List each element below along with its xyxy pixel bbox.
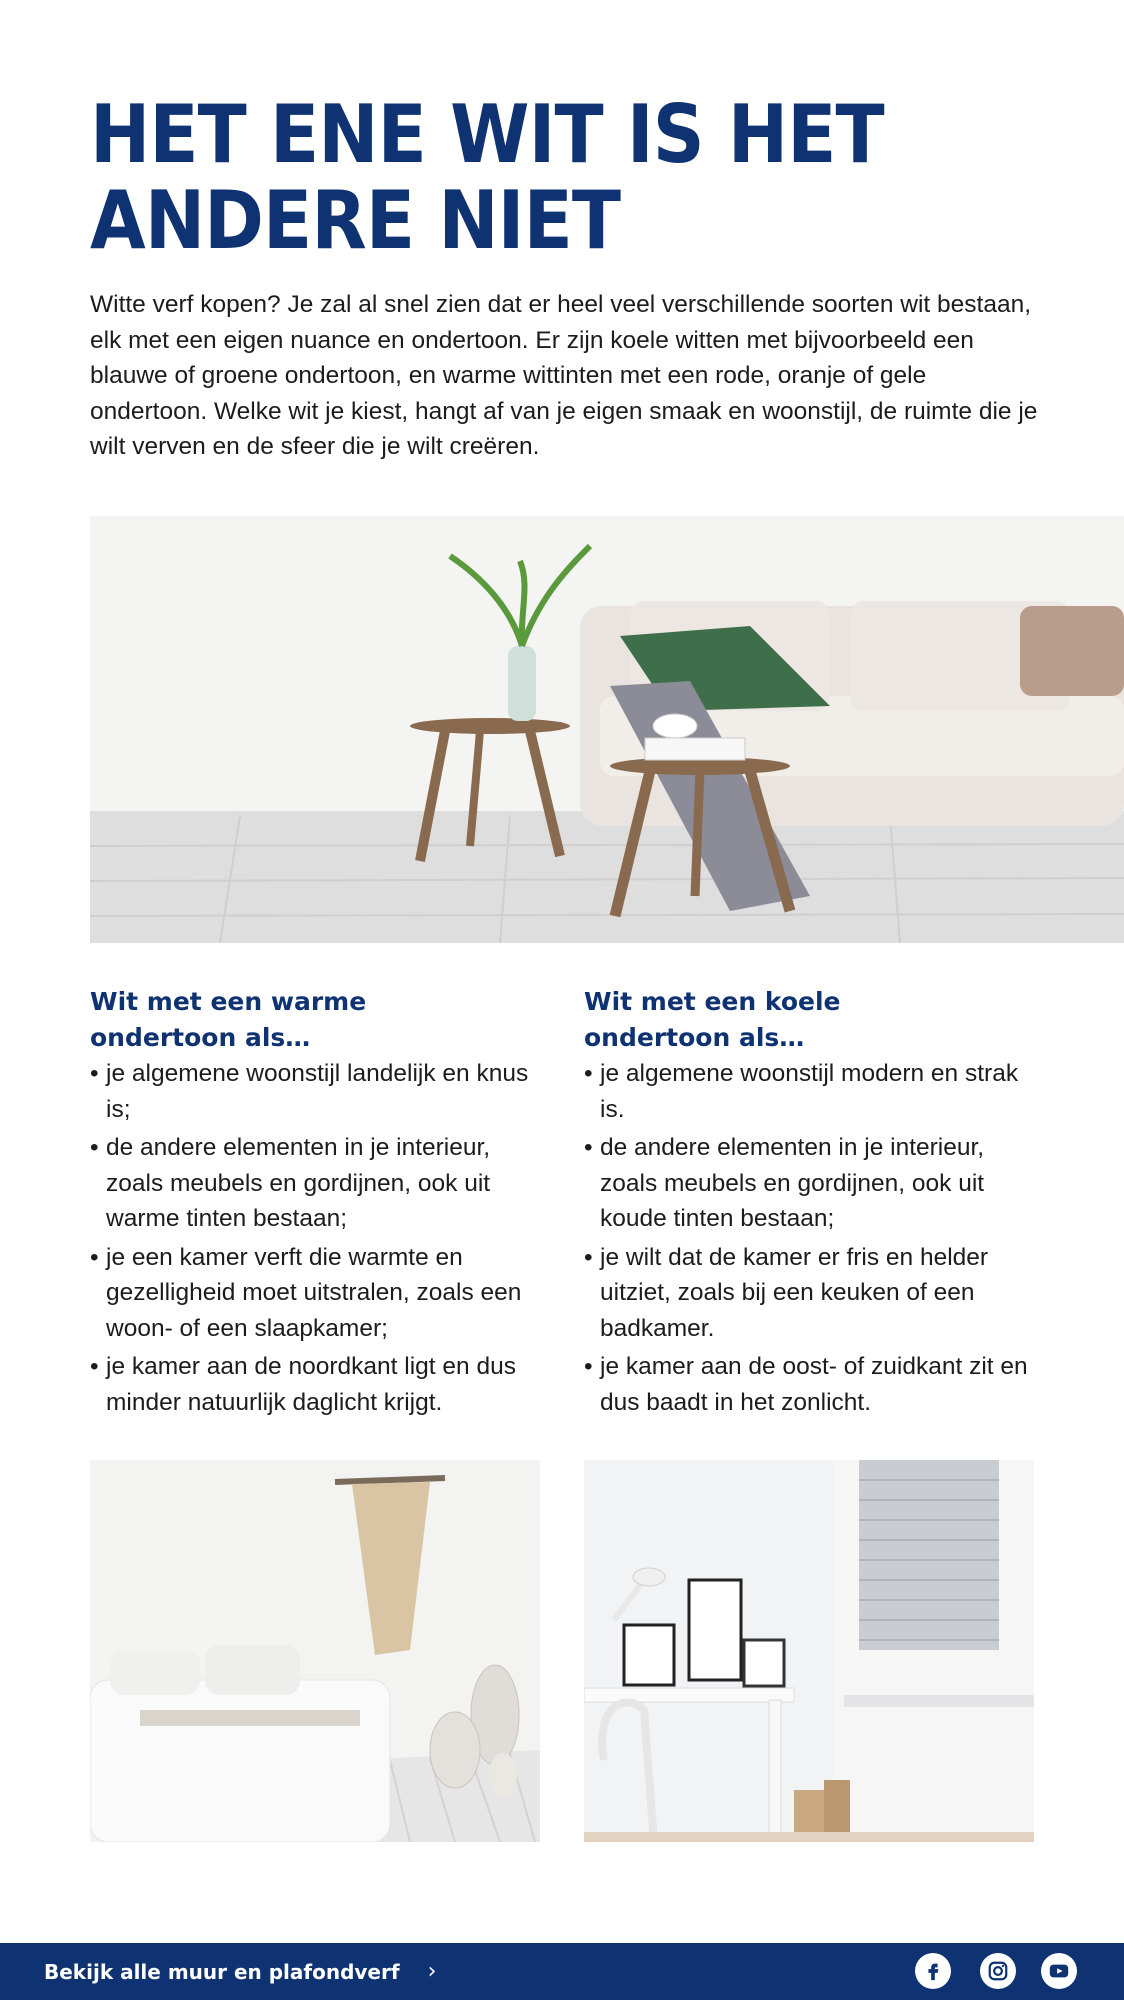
- list-item: • de andere elementen in je interieur, zoals meubels en gordijnen, ook uit koude tinten bestaan;: [584, 1130, 1044, 1237]
- view-all-paint-link[interactable]: [44, 1959, 436, 1985]
- page-title: [90, 88, 900, 267]
- list-item: • je kamer aan de oost- of zuidkant zit en dus baadt in het zonlicht.: [584, 1349, 1044, 1420]
- list-item: • je kamer aan de noordkant ligt en dus minder natuurlijk daglicht krijgt.: [90, 1349, 550, 1420]
- facebook-icon[interactable]: [915, 1953, 951, 1989]
- list-item: • je algemene woonstijl modern en strak is.: [584, 1056, 1044, 1127]
- intro-paragraph: Witte verf kopen? Je zal al snel zien dat er heel veel verschillende soorten wit bestaan, elk met een eigen nuance en ondertoon. Er zijn koele witten met bijvoorbeeld een blauwe of groene ondertoon, en warme wittinten met een rode, oranje of gele ondertoon. Welke wit je kiest, hangt af van je eigen smaak en woonstijl, de ruimte die je wilt verven en de sfeer die je wilt creëren.: [90, 291, 1038, 460]
- cool-undertone-section: [584, 984, 1044, 1423]
- view-all-paint-label: Bekijk alle muur en plafondverf: [44, 1960, 400, 1984]
- chevron-right-icon: ›: [427, 1959, 437, 1984]
- youtube-icon[interactable]: [1041, 1953, 1077, 1989]
- title-line-2: ANDERE NIET: [90, 174, 621, 267]
- footer-bar: [0, 1943, 1124, 2000]
- list-item: • je wilt dat de kamer er fris en helder uitziet, zoals bij een keuken of een badkamer.: [584, 1240, 1044, 1347]
- title-line-1: HET ENE WIT IS HET: [90, 88, 884, 181]
- warm-undertone-section: [90, 984, 550, 1423]
- list-item: • je een kamer verft die warmte en gezelligheid moet uitstralen, zoals een woon- of een slaapkamer;: [90, 1240, 550, 1347]
- list-item: • je algemene woonstijl landelijk en knus is;: [90, 1056, 550, 1127]
- bedroom-photo: [90, 1460, 540, 1842]
- living-room-photo: [90, 516, 1124, 943]
- list-item: • de andere elementen in je interieur, zoals meubels en gordijnen, ook uit warme tinten bestaan;: [90, 1130, 550, 1237]
- workspace-photo: [584, 1460, 1034, 1842]
- warm-heading-line-1: Wit met een warme: [90, 987, 367, 1016]
- warm-list: [90, 1056, 550, 1420]
- instagram-icon[interactable]: [980, 1953, 1016, 1989]
- cool-heading-line-1: Wit met een koele: [584, 987, 841, 1016]
- cool-list: [584, 1056, 1044, 1420]
- cool-heading: [584, 984, 1044, 1056]
- warm-heading: [90, 984, 550, 1056]
- warm-heading-line-2: ondertoon als…: [90, 1023, 311, 1052]
- cool-heading-line-2: ondertoon als…: [584, 1023, 805, 1052]
